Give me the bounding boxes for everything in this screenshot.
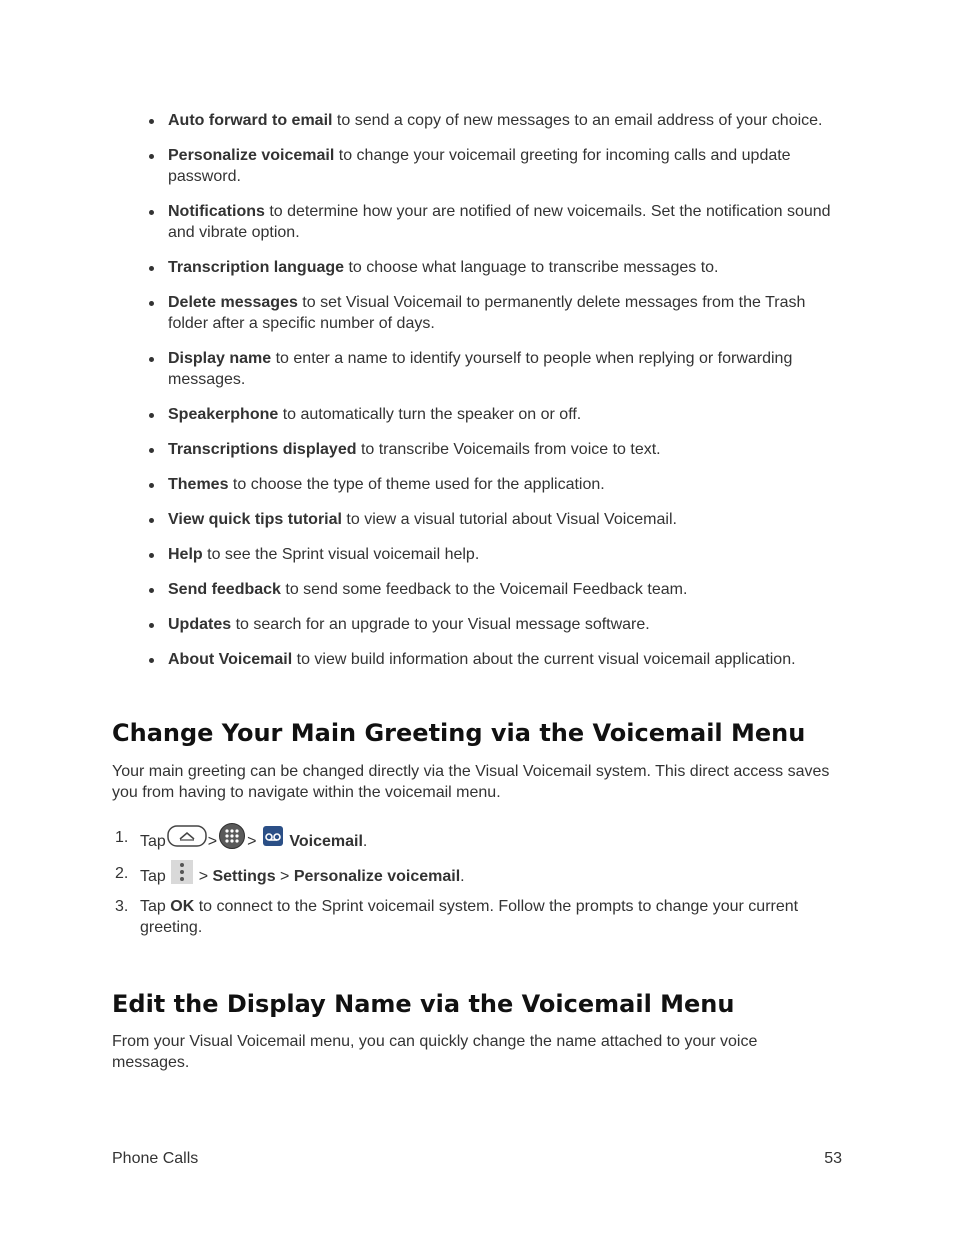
item-text: to send some feedback to the Voicemail Feedback team.: [280, 581, 688, 598]
step-target: Voicemail: [289, 833, 363, 851]
item-text: to view a visual tutorial about Visual Voicemail.: [341, 511, 677, 528]
bullet-dot: [149, 518, 154, 523]
list-item: [148, 649, 848, 670]
step-item: [112, 860, 832, 888]
list-item: [148, 509, 848, 530]
item-text: to see the Sprint visual voicemail help.: [202, 546, 480, 563]
step-separator: >: [194, 868, 213, 886]
item-text: to choose what language to transcribe messages to.: [344, 259, 719, 276]
bullet-dot: [149, 357, 154, 362]
bullet-dot: [149, 210, 154, 215]
step-tap-text: Tap: [140, 898, 171, 915]
step-tap-text: Tap: [140, 833, 166, 851]
list-item: [148, 110, 848, 131]
item-term: View quick tips tutorial: [168, 511, 342, 528]
item-term: Transcription language: [168, 259, 345, 276]
item-term: Send feedback: [168, 581, 281, 598]
step-ok: OK: [170, 898, 195, 915]
list-item: [148, 292, 848, 334]
list-item: [148, 579, 848, 600]
bullet-dot: [149, 623, 154, 628]
item-term: Themes: [168, 476, 229, 493]
step-number: 2.: [115, 865, 129, 882]
step-tap-text: Tap: [140, 868, 166, 886]
page-number: 53: [824, 1150, 842, 1167]
item-term: Delete messages: [168, 294, 298, 311]
step-text: to connect to the Sprint voicemail system. Follow the prompts to change your current greeting.: [140, 898, 799, 936]
item-text: to search for an upgrade to your Visual message software.: [231, 616, 650, 633]
item-text: to enter a name to identify yourself to people when replying or forwarding messages.: [168, 350, 793, 388]
step-number: 1.: [115, 829, 129, 846]
section-intro-display-name: From your Visual Voicemail menu, you can quickly change the name attached to your voice messages.: [112, 1033, 758, 1071]
bullet-dot: [149, 119, 154, 124]
voicemail-icon: [262, 825, 284, 859]
step-separator: >: [247, 833, 257, 851]
bullet-dot: [149, 413, 154, 418]
item-text: to choose the type of theme used for the application.: [228, 476, 605, 493]
item-text: to determine how your are notified of new voicemails. Set the notification sound and vibrate option.: [168, 203, 831, 241]
apps-icon: [218, 822, 246, 862]
list-item: [148, 404, 848, 425]
item-text: to change your voicemail greeting for incoming calls and update password.: [168, 147, 791, 185]
section-intro-main-greeting: Your main greeting can be changed directly via the Visual Voicemail system. This direct access saves you from having to navigate within the voicemail menu.: [112, 763, 830, 801]
home-icon: [167, 824, 207, 860]
item-text: to set Visual Voicemail to permanently delete messages from the Trash folder after a specific number of days.: [168, 294, 806, 332]
list-item: [148, 439, 848, 460]
item-term: Display name: [168, 350, 272, 367]
list-item: [148, 614, 848, 635]
bullet-dot: [149, 588, 154, 593]
voicemail-settings-list: [148, 110, 848, 684]
item-term: Auto forward to email: [168, 112, 333, 129]
step-separator: >: [207, 833, 218, 851]
list-item: [148, 544, 848, 565]
item-term: Speakerphone: [168, 406, 279, 423]
item-text: to send a copy of new messages to an email address of your choice.: [332, 112, 823, 129]
list-item: [148, 145, 848, 187]
item-text: to automatically turn the speaker on or off.: [278, 406, 582, 423]
step-separator: >: [275, 868, 294, 886]
bullet-dot: [149, 266, 154, 271]
footer-section-name: Phone Calls: [112, 1150, 199, 1167]
section-heading-display-name: Edit the Display Name via the Voicemail Menu: [112, 990, 735, 1018]
step-settings: Settings: [212, 868, 276, 886]
bullet-dot: [149, 658, 154, 663]
bullet-dot: [149, 448, 154, 453]
item-term: Notifications: [168, 203, 265, 220]
list-item: [148, 474, 848, 495]
bullet-dot: [149, 301, 154, 306]
step-end: .: [362, 833, 368, 851]
bullet-dot: [149, 483, 154, 488]
menu-icon: [171, 860, 193, 894]
step-number: 3.: [115, 898, 129, 915]
item-term: Personalize voicemail: [168, 147, 335, 164]
item-term: Updates: [168, 616, 232, 633]
item-term: Help: [168, 546, 203, 563]
list-item: [148, 201, 848, 243]
item-term: Transcriptions displayed: [168, 441, 357, 458]
steps-list: [112, 822, 832, 938]
step-item: [112, 896, 832, 938]
list-item: [148, 257, 848, 278]
step-item: [112, 822, 832, 854]
item-text: to transcribe Voicemails from voice to text.: [356, 441, 661, 458]
step-end: .: [460, 868, 465, 886]
bullet-dot: [149, 553, 154, 558]
item-text: to view build information about the current visual voicemail application.: [292, 651, 796, 668]
item-term: About Voicemail: [168, 651, 293, 668]
list-item: [148, 348, 848, 390]
bullet-dot: [149, 154, 154, 159]
step-target: Personalize voicemail: [293, 868, 461, 886]
section-heading-main-greeting: Change Your Main Greeting via the Voicemail Menu: [112, 719, 806, 747]
